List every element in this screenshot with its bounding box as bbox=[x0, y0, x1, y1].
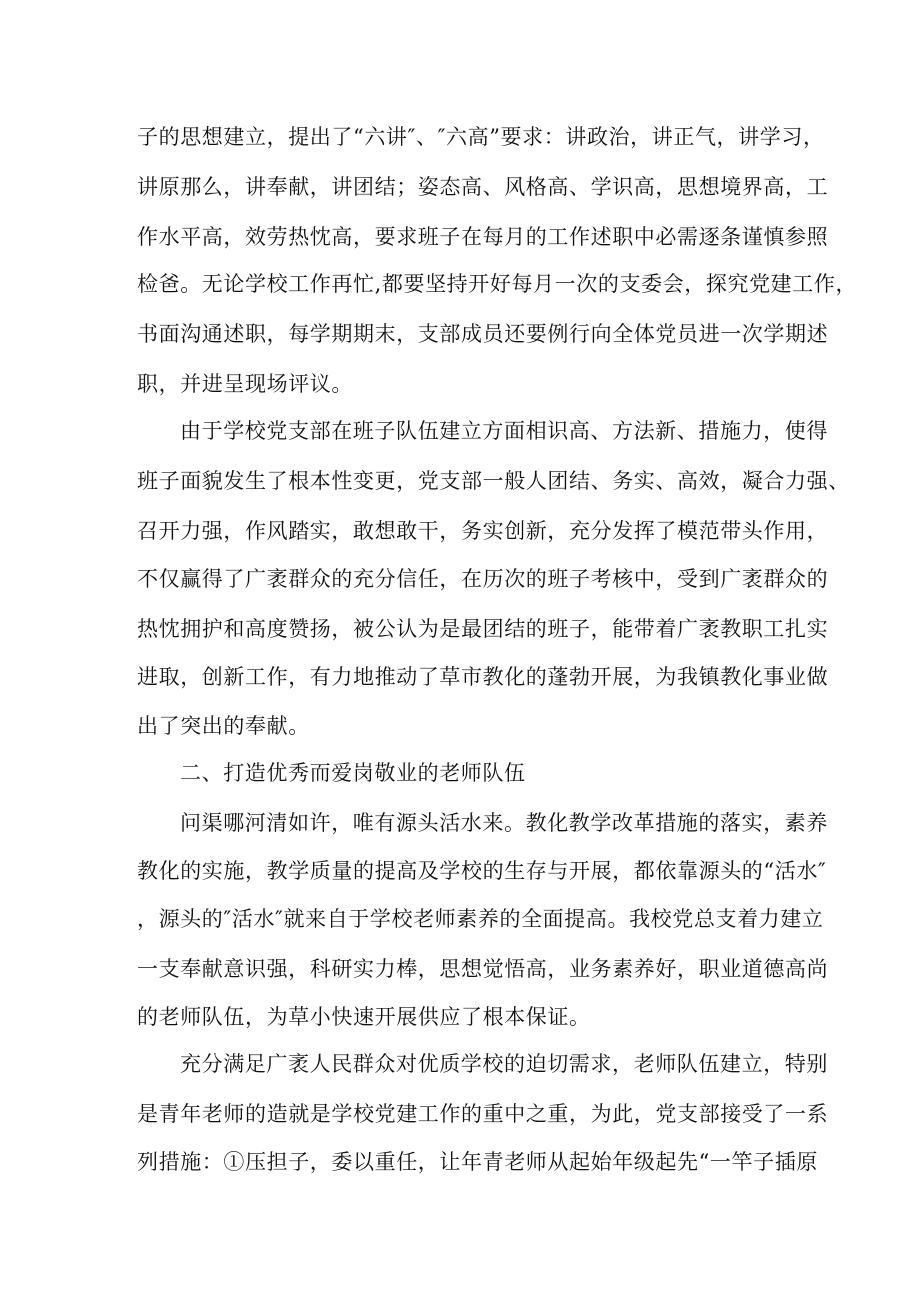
text-line: 作水平高，效劳热忱高，要求班子在每月的工作述职中必需逐条谨慎参照 bbox=[137, 225, 829, 249]
text-line: 检爸。无论学校工作再忙,都要坚持开好每月一次的支委会，探究党建工作， bbox=[137, 272, 858, 296]
text-line: 的老师队伍，为草小快速开展供应了根本保证。 bbox=[137, 1005, 591, 1029]
text-line: 一支奉献意识强，科研实力棒，思想觉悟高，业务素养好，职业道德高尚 bbox=[137, 957, 829, 981]
text-line: 班子面貌发生了根本性变更，党支部一般人团结、务实、高效，凝合力强、 bbox=[137, 469, 850, 493]
text-line: 讲原那么，讲奉献，讲团结；姿态高、风格高、学识高，思想境界高，工 bbox=[137, 175, 829, 199]
section-heading: 二、打造优秀而爱岗敬业的老师队伍 bbox=[180, 761, 526, 785]
text-line: 是青年老师的造就是学校党建工作的重中之重，为此，党支部接受了一系 bbox=[137, 1102, 829, 1126]
text-line: 出了突出的奉献。 bbox=[137, 714, 310, 738]
text-line: ，源头的″活水″就来自于学校老师素养的全面提高。我校党总支着力建立 bbox=[137, 907, 824, 931]
text-line: 列措施：①压担子，委以重任，让年青老师从起始年级起先“一竿子插原 bbox=[137, 1150, 818, 1174]
text-line: 问渠哪河清如许，唯有源头活水来。教化教学改革措施的落实，素养 bbox=[180, 811, 828, 835]
text-line: 书面沟通述职，每学期期末，支部成员还要例行向全体党员进一次学期述 bbox=[137, 322, 829, 346]
text-line: 进取，创新工作，有力地推动了草市教化的蓬勃开展，为我镇教化事业做 bbox=[137, 665, 829, 689]
text-line: 职，并进呈现场评议。 bbox=[137, 372, 353, 396]
text-line: 教化的实施，教学质量的提高及学校的生存与开展，都依靠源头的“活水″ bbox=[137, 859, 827, 883]
text-line: 充分满足广袤人民群众对优质学校的迫切需求，老师队伍建立，特别 bbox=[180, 1052, 828, 1076]
text-line: 不仅赢得了广袤群众的充分信任，在历次的班子考核中，受到广袤群众的 bbox=[137, 567, 829, 591]
text-line: 召开力强，作风踏实，敢想敢干，务实创新，充分发挥了模范带头作用， bbox=[137, 519, 829, 543]
text-line: 热忱拥护和高度赞扬，被公认为是最团结的班子，能带着广袤教职工扎实 bbox=[137, 617, 829, 641]
text-line: 子的思想建立，提出了“六讲″、″六高”要求：讲政治，讲正气，讲学习， bbox=[137, 125, 825, 149]
text-line: 由于学校党支部在班子队伍建立方面相识高、方法新、措施力，使得 bbox=[180, 419, 828, 443]
